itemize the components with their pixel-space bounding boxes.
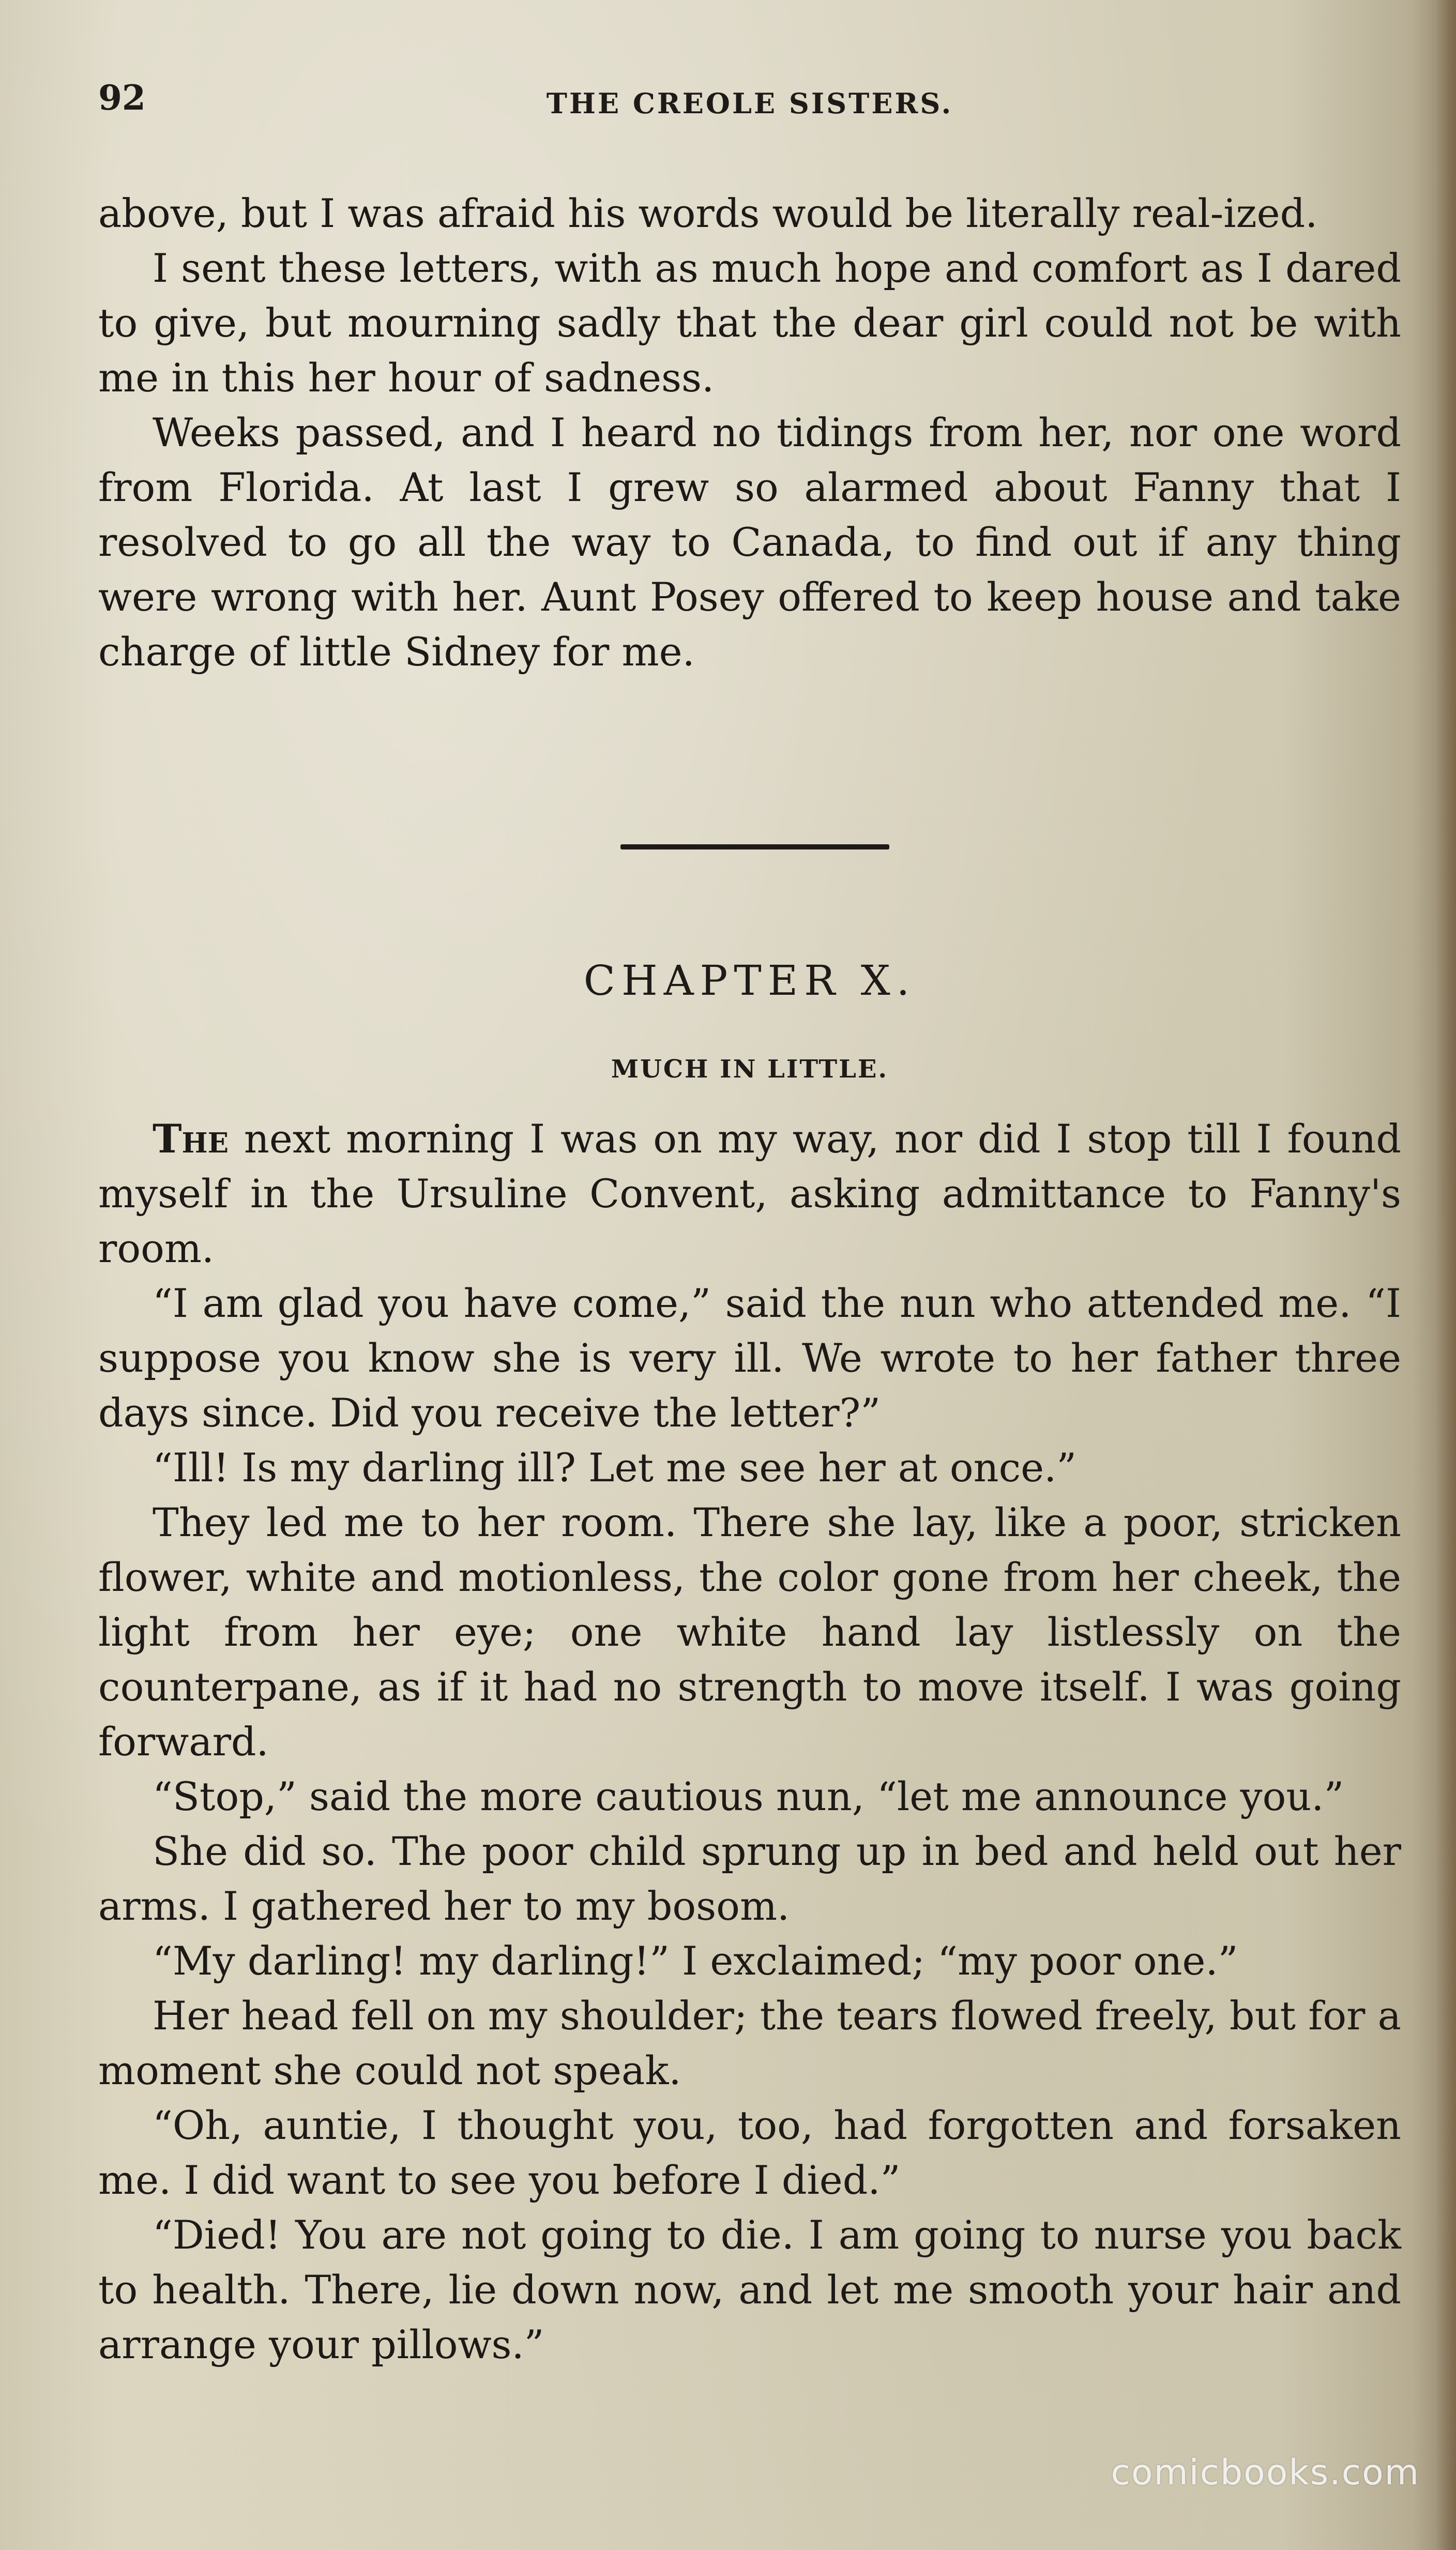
chapter-text-block xyxy=(98,1112,1401,2372)
page-edge-shadow xyxy=(1435,0,1456,2550)
paragraph: They led me to her room. There she lay, like a poor, stricken flower, white and motionless, the color gone from her cheek, the light from her eye; one white hand lay listlessly on the counterpane, as if it had no strength to move itself. I was going forward. xyxy=(98,1499,1401,1765)
paragraph: I sent these letters, with as much hope and comfort as I dared to give, but mourning sadly that the dear girl could not be with me in this her hour of sadness. xyxy=(98,245,1401,401)
watermark: comicbooks.com xyxy=(1111,2452,1420,2493)
paragraph: “My darling! my darling!” I exclaimed; “my poor one.” xyxy=(153,1938,1238,1984)
section-divider xyxy=(620,844,889,849)
top-text-block xyxy=(98,186,1401,679)
paragraph: “Ill! Is my darling ill? Let me see her at once.” xyxy=(153,1445,1077,1491)
running-head: THE CREOLE SISTERS. xyxy=(546,87,953,120)
paragraph: Weeks passed, and I heard no tidings from her, nor one word from Florida. At last I grew so alarmed about Fanny that I resolved to go all the way to Canada, to find out if any thing were wrong with her. Aunt Posey offered to keep house and take charge of little Sidney for me. xyxy=(98,409,1401,675)
page-header xyxy=(98,78,1401,134)
page-number: 92 xyxy=(98,78,146,118)
opening-paragraph xyxy=(98,1112,1401,1276)
paragraph: “I am glad you have come,” said the nun who attended me. “I suppose you know she is very ill. We wrote to her father three days since. Did you receive the letter?” xyxy=(98,1280,1401,1436)
chapter-title: CHAPTER X. xyxy=(583,957,916,1005)
paragraph: “Oh, auntie, I thought you, too, had forgotten and forsaken me. I did want to see you before I died.” xyxy=(98,2102,1401,2203)
paragraph: She did so. The poor child sprung up in bed and held out her arms. I gathered her to my bosom. xyxy=(98,1828,1401,1929)
paragraph: above, but I was afraid his words would be literally real-ized. xyxy=(98,190,1318,236)
paragraph: Her head fell on my shoulder; the tears flowed freely, but for a moment she could not speak. xyxy=(98,1993,1401,2093)
opening-paragraph-text: next morning I was on my way, nor did I stop till I found myself in the Ursuline Convent, asking admittance to Fanny's room. xyxy=(98,1116,1401,1271)
chapter-subtitle: MUCH IN LITTLE. xyxy=(611,1055,889,1084)
opening-word: The xyxy=(153,1116,229,1162)
paragraph: “Stop,” said the more cautious nun, “let me announce you.” xyxy=(153,1773,1344,1819)
paragraph: “Died! You are not going to die. I am going to nurse you back to health. There, lie down now, and let me smooth your hair and arrange your pillows.” xyxy=(98,2212,1401,2367)
